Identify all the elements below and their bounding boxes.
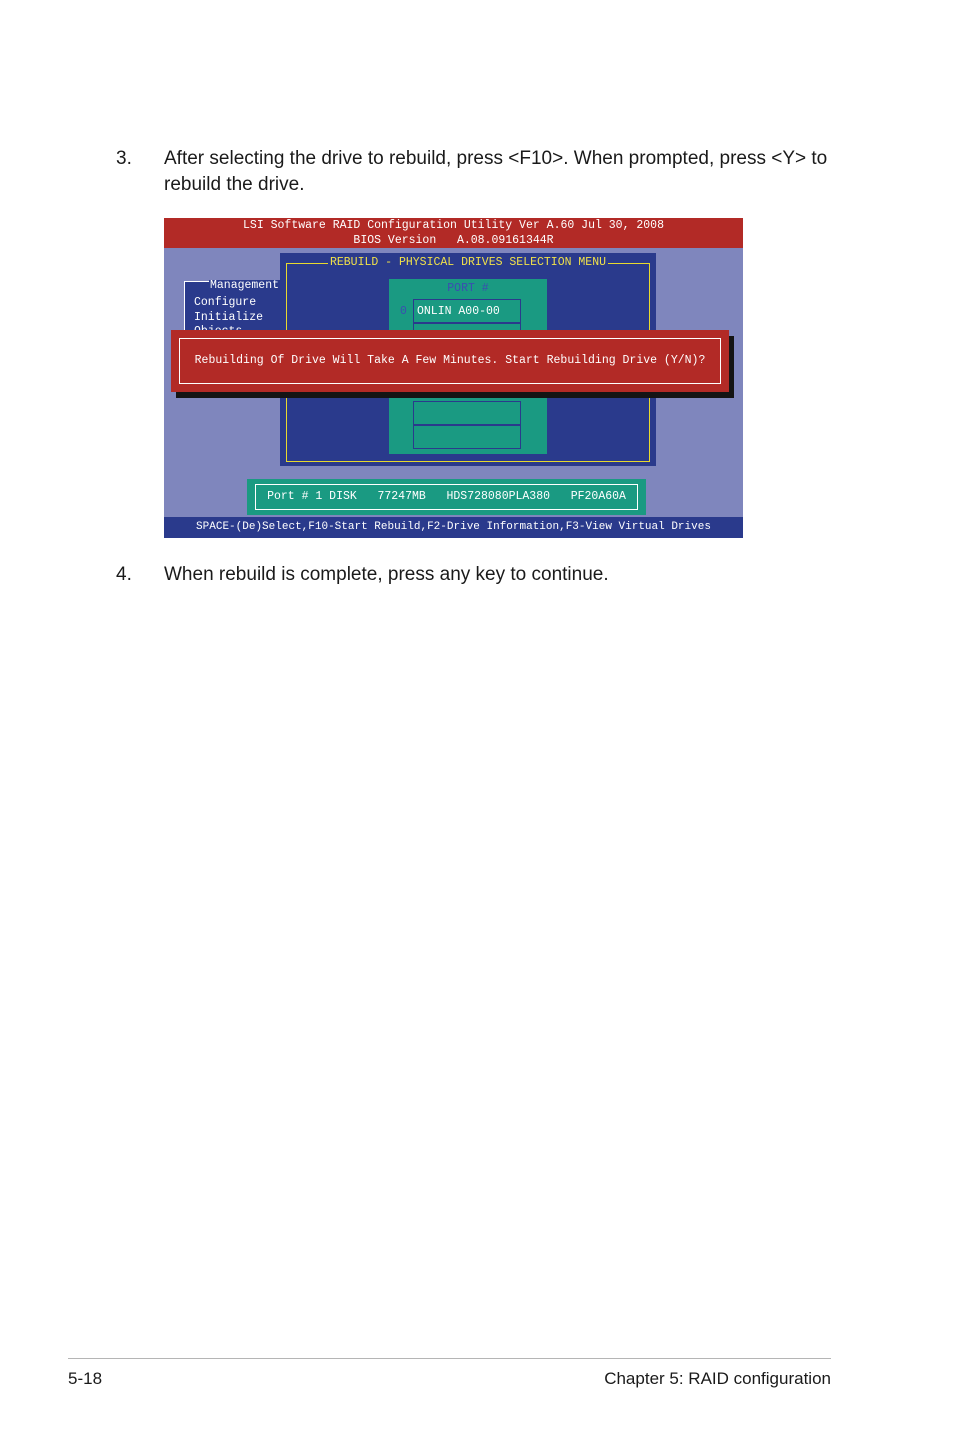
rebuild-confirm-message: Rebuilding Of Drive Will Take A Few Minutes. Start Rebuilding Drive (Y/N)? [179, 338, 721, 384]
footer-divider [68, 1358, 831, 1359]
step-text: When rebuild is complete, press any key to continue. [164, 564, 609, 585]
key-help-status-bar: SPACE-(De)Select,F10-Start Rebuild,F2-Drive Information,F3-View Virtual Drives [164, 517, 743, 538]
drive-row-3[interactable] [413, 425, 521, 449]
rebuild-menu-title: REBUILD - PHYSICAL DRIVES SELECTION MENU [329, 256, 607, 269]
rebuild-confirm-dialog[interactable] [171, 330, 729, 392]
utility-title-bar [164, 218, 743, 248]
page-number: 5-18 [68, 1369, 103, 1388]
disk-info-text: Port # 1 DISK 77247MB HDS728080PLA380 PF20A60A [255, 484, 638, 510]
port-index: 0 [400, 305, 407, 318]
disk-info-panel [247, 479, 646, 515]
bios-version: BIOS Version A.08.09161344R [353, 234, 554, 247]
step-text: After selecting the drive to rebuild, press <F10>. When prompted, press <Y> to rebuild the drive. [164, 148, 828, 195]
step-number: 3. [116, 148, 132, 169]
chapter-title: Chapter 5: RAID configuration [604, 1369, 831, 1388]
menu-item-initialize[interactable]: Initialize [194, 310, 264, 324]
management-menu-title: Management [210, 279, 280, 292]
port-column-header: PORT # [447, 282, 489, 295]
drive-row-2[interactable] [413, 401, 521, 425]
menu-item-configure[interactable]: Configure [194, 296, 257, 309]
raid-utility-screenshot [164, 218, 743, 538]
drive-row-0[interactable]: ONLIN A00-00 [413, 299, 521, 323]
utility-title: LSI Software RAID Configuration Utility Ver A.60 Jul 30, 2008 [243, 219, 664, 232]
step-number: 4. [116, 564, 132, 585]
